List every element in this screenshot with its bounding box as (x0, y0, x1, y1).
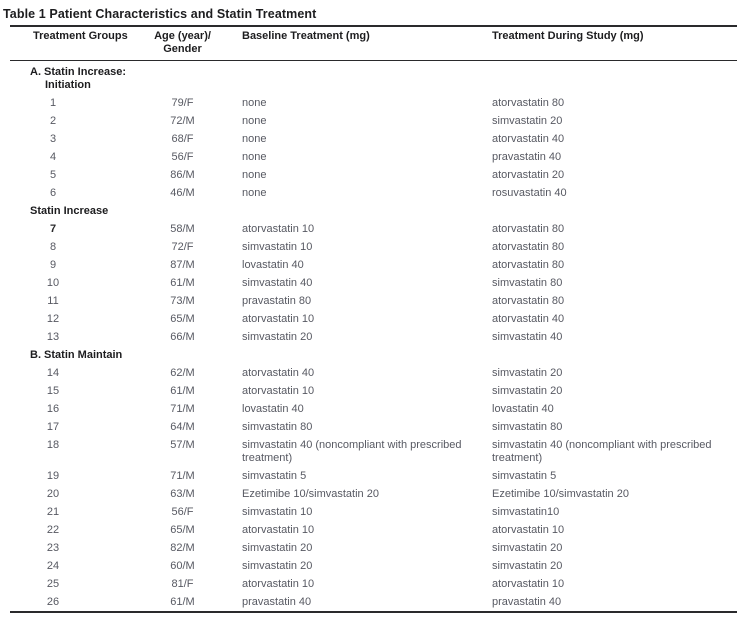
table-row (10, 593, 737, 612)
header-row (10, 26, 737, 61)
table-row (10, 503, 737, 521)
section-header-row (10, 61, 737, 95)
table-row (10, 166, 737, 184)
section-header-label: Statin Increase (30, 205, 109, 217)
patient-number: 5 (49, 169, 57, 181)
patient-group-cell (10, 382, 140, 400)
section-subheader-label: Initiation (45, 79, 91, 91)
age-gender-cell: 61/M (170, 385, 195, 397)
baseline-treatment-cell: pravastatin 80 (242, 295, 312, 307)
table-row (10, 310, 737, 328)
treatment-during-study-cell: simvastatin 40 (492, 331, 563, 343)
treatment-during-study-cell: atorvastatin 80 (492, 259, 565, 271)
patient-group-cell (10, 220, 140, 238)
baseline-treatment-cell: simvastatin 10 (242, 506, 313, 518)
baseline-treatment-cell: simvastatin 20 (242, 560, 313, 572)
table-header (10, 26, 737, 61)
baseline-treatment-cell: simvastatin 20 (242, 542, 313, 554)
column-header-baseline-treatment (225, 26, 485, 61)
treatment-during-study-cell: pravastatin 40 (492, 596, 562, 608)
treatment-during-study-cell: simvastatin 80 (492, 421, 563, 433)
patient-number: 24 (46, 560, 60, 572)
baseline-treatment-cell: lovastatin 40 (242, 259, 304, 271)
table-row (10, 256, 737, 274)
patient-group-cell (10, 485, 140, 503)
treatment-during-study-cell: lovastatin 40 (492, 403, 554, 415)
treatment-during-study-cell: simvastatin 20 (492, 560, 563, 572)
column-header-label: Treatment Groups (33, 30, 128, 42)
table-row (10, 292, 737, 310)
patient-number: 6 (49, 187, 57, 199)
patient-group-cell (10, 166, 140, 184)
table-row (10, 184, 737, 202)
table-row (10, 94, 737, 112)
treatment-during-study-cell: atorvastatin 20 (492, 169, 565, 181)
section-header-row (10, 346, 737, 364)
table-row (10, 238, 737, 256)
patient-group-cell (10, 503, 140, 521)
patient-number: 11 (47, 295, 59, 307)
patient-number: 19 (46, 470, 60, 482)
baseline-treatment-cell: simvastatin 20 (242, 331, 313, 343)
age-gender-cell: 64/M (170, 421, 195, 433)
column-header-label: Baseline Treatment (mg) (242, 30, 370, 42)
column-header-treatment-during-study (485, 26, 737, 61)
baseline-treatment-cell: atorvastatin 10 (242, 223, 315, 235)
treatment-during-study-cell: simvastatin10 (492, 506, 560, 518)
patient-group-cell (10, 436, 140, 467)
table-row (10, 274, 737, 292)
baseline-treatment-cell: simvastatin 40 (noncompliant with prescribed treatment) (242, 439, 462, 464)
treatment-during-study-cell: atorvastatin 40 (492, 133, 565, 145)
baseline-treatment-cell: none (242, 169, 267, 181)
baseline-treatment-cell: none (242, 151, 267, 163)
table-row (10, 400, 737, 418)
table-row (10, 364, 737, 382)
table-row (10, 485, 737, 503)
paper-table-page (0, 7, 755, 618)
treatment-during-study-cell: simvastatin 20 (492, 115, 563, 127)
patient-group-cell (10, 539, 140, 557)
age-gender-cell: 62/M (170, 367, 195, 379)
age-gender-cell: 82/M (170, 542, 195, 554)
table-row (10, 112, 737, 130)
patient-group-cell (10, 310, 140, 328)
treatment-during-study-cell: simvastatin 40 (noncompliant with prescribed treatment) (492, 439, 712, 464)
age-gender-cell: 87/M (170, 259, 195, 271)
baseline-treatment-cell: simvastatin 5 (242, 470, 307, 482)
patient-group-cell (10, 94, 140, 112)
age-gender-cell: 73/M (170, 295, 195, 307)
table-body (10, 61, 737, 613)
table-row (10, 575, 737, 593)
treatment-during-study-cell: simvastatin 20 (492, 367, 563, 379)
baseline-treatment-cell: atorvastatin 10 (242, 313, 315, 325)
treatment-during-study-cell: rosuvastatin 40 (492, 187, 567, 199)
patient-number: 16 (46, 403, 60, 415)
age-gender-cell: 65/M (170, 313, 195, 325)
age-gender-cell: 72/M (170, 115, 195, 127)
age-gender-cell: 61/M (170, 596, 195, 608)
age-gender-cell: 81/F (171, 578, 194, 590)
age-gender-cell: 71/M (170, 403, 195, 415)
patient-number: 22 (46, 524, 60, 536)
age-gender-cell: 71/M (170, 470, 195, 482)
patient-number: 23 (46, 542, 60, 554)
treatment-during-study-cell: atorvastatin 80 (492, 241, 565, 253)
table-row (10, 467, 737, 485)
patient-number: 4 (49, 151, 57, 163)
age-gender-cell: 66/M (170, 331, 195, 343)
patient-group-cell (10, 557, 140, 575)
baseline-treatment-cell: simvastatin 10 (242, 241, 313, 253)
baseline-treatment-cell: none (242, 115, 267, 127)
patient-number: 8 (49, 241, 57, 253)
section-header-label: A. Statin Increase: (30, 66, 126, 78)
treatment-during-study-cell: atorvastatin 10 (492, 524, 565, 536)
treatment-during-study-cell: simvastatin 5 (492, 470, 557, 482)
age-gender-cell: 57/M (170, 439, 195, 451)
patient-group-cell (10, 148, 140, 166)
table-title: Table 1 Patient Characteristics and Statin Treatment (3, 7, 317, 21)
treatment-during-study-cell: simvastatin 80 (492, 277, 563, 289)
table-row (10, 521, 737, 539)
section-header-row (10, 202, 737, 220)
patient-number: 21 (46, 506, 60, 518)
patient-group-cell (10, 328, 140, 346)
patient-group-cell (10, 112, 140, 130)
table-row (10, 418, 737, 436)
table-row (10, 148, 737, 166)
patient-group-cell (10, 256, 140, 274)
treatment-during-study-cell: atorvastatin 80 (492, 295, 565, 307)
patient-number: 18 (46, 439, 60, 451)
patient-group-cell (10, 274, 140, 292)
baseline-treatment-cell: Ezetimibe 10/simvastatin 20 (242, 488, 379, 500)
table-row (10, 539, 737, 557)
patient-group-cell (10, 238, 140, 256)
table-row (10, 130, 737, 148)
column-header-age-gender (140, 26, 225, 61)
patient-number: 1 (49, 97, 57, 109)
patient-number: 26 (46, 596, 60, 608)
patient-number: 15 (46, 385, 60, 397)
baseline-treatment-cell: atorvastatin 40 (242, 367, 315, 379)
patient-number: 14 (46, 367, 60, 379)
table-row (10, 557, 737, 575)
baseline-treatment-cell: none (242, 97, 267, 109)
patient-number: 9 (49, 259, 57, 271)
column-header-label: Treatment During Study (mg) (492, 30, 644, 42)
age-gender-cell: 58/M (170, 223, 195, 235)
patient-number: 2 (49, 115, 57, 127)
patient-number: 10 (46, 277, 60, 289)
column-header-treatment-groups (10, 26, 140, 61)
baseline-treatment-cell: atorvastatin 10 (242, 385, 315, 397)
treatment-during-study-cell: simvastatin 20 (492, 542, 563, 554)
patient-group-cell (10, 418, 140, 436)
section-header-cell (10, 61, 737, 95)
patient-group-cell (10, 521, 140, 539)
treatment-during-study-cell: simvastatin 20 (492, 385, 563, 397)
age-gender-cell: 56/F (171, 151, 194, 163)
table-row (10, 382, 737, 400)
age-gender-cell: 79/F (171, 97, 194, 109)
age-gender-cell: 68/F (171, 133, 194, 145)
age-gender-cell: 46/M (170, 187, 195, 199)
patient-number: 20 (46, 488, 60, 500)
age-gender-cell: 60/M (170, 560, 195, 572)
baseline-treatment-cell: atorvastatin 10 (242, 524, 315, 536)
patient-group-cell (10, 184, 140, 202)
section-header-label: B. Statin Maintain (30, 349, 123, 361)
patient-characteristics-table (10, 25, 737, 613)
patient-number: 25 (46, 578, 60, 590)
patient-group-cell (10, 292, 140, 310)
treatment-during-study-cell: atorvastatin 80 (492, 97, 565, 109)
age-gender-cell: 72/F (171, 241, 194, 253)
patient-group-cell (10, 467, 140, 485)
patient-number: 7 (49, 223, 57, 235)
patient-group-cell (10, 575, 140, 593)
baseline-treatment-cell: none (242, 133, 267, 145)
baseline-treatment-cell: none (242, 187, 267, 199)
column-header-label: Age (year)/ (154, 30, 211, 42)
section-header-cell (10, 202, 737, 220)
age-gender-cell: 65/M (170, 524, 195, 536)
age-gender-cell: 61/M (170, 277, 195, 289)
age-gender-cell: 86/M (170, 169, 195, 181)
patient-number: 13 (46, 331, 60, 343)
treatment-during-study-cell: Ezetimibe 10/simvastatin 20 (492, 488, 629, 500)
section-header-cell (10, 346, 737, 364)
patient-group-cell (10, 130, 140, 148)
patient-group-cell (10, 593, 140, 612)
baseline-treatment-cell: simvastatin 80 (242, 421, 313, 433)
baseline-treatment-cell: pravastatin 40 (242, 596, 312, 608)
treatment-during-study-cell: atorvastatin 40 (492, 313, 565, 325)
table-row (10, 328, 737, 346)
patient-number: 17 (46, 421, 60, 433)
patient-number: 12 (46, 313, 60, 325)
patient-group-cell (10, 364, 140, 382)
baseline-treatment-cell: simvastatin 40 (242, 277, 313, 289)
age-gender-cell: 56/F (171, 506, 194, 518)
treatment-during-study-cell: atorvastatin 10 (492, 578, 565, 590)
patient-group-cell (10, 400, 140, 418)
patient-number: 3 (49, 133, 57, 145)
table-row (10, 436, 737, 467)
baseline-treatment-cell: atorvastatin 10 (242, 578, 315, 590)
table-row (10, 220, 737, 238)
age-gender-cell: 63/M (170, 488, 195, 500)
column-header-label: Gender (163, 43, 202, 55)
baseline-treatment-cell: lovastatin 40 (242, 403, 304, 415)
treatment-during-study-cell: atorvastatin 80 (492, 223, 565, 235)
treatment-during-study-cell: pravastatin 40 (492, 151, 562, 163)
